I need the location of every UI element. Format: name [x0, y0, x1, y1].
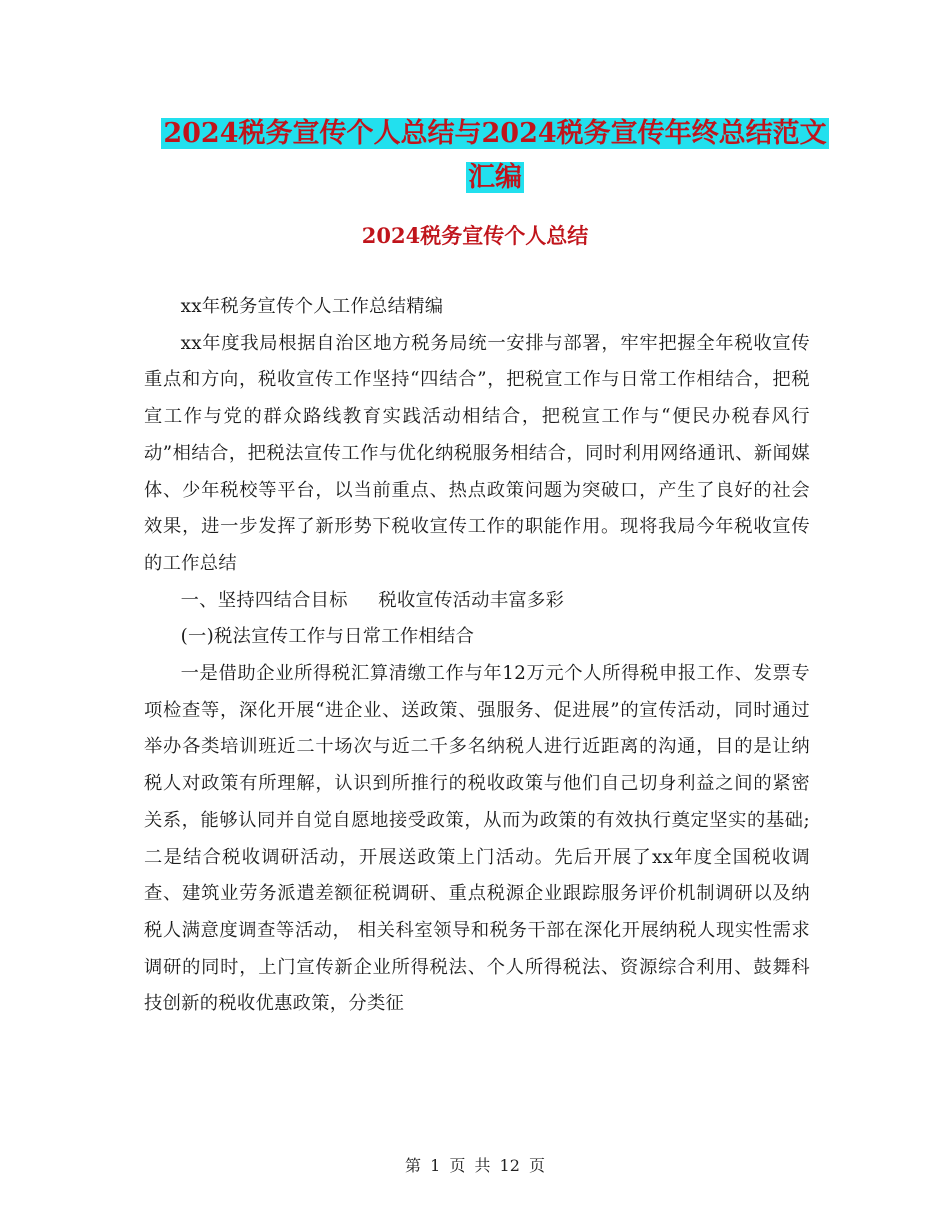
- paragraph-body-1: 一是借助企业所得税汇算清缴工作与年12万元个人所得税申报工作、发票专项检查等，深化开展“进企业、送政策、强服务、促进展”的宣传活动，同时通过举办各类培训班近二十场次与近二千多名纳税人进行近距离的沟通，目的是让纳税人对政策有所理解，认识到所推行的税收政策与他们自己切身利益之间的紧密关系，能够认同并自觉自愿地接受政策，从而为政策的有效执行奠定坚实的基础;二是结合税收调研活动，开展送政策上门活动。先后开展了xx年度全国税收调查、建筑业劳务派遣差额征税调研、重点税源企业跟踪服务评价机制调研以及纳税人满意度调查等活动， 相关科室领导和税务干部在深化开展纳税人现实性需求调研的同时，上门宣传新企业所得税法、个人所得税法、资源综合利用、鼓舞科技创新的税收优惠政策，分类征: [144, 663, 810, 1015]
- section-title: 2024税务宣传个人总结: [361, 223, 589, 248]
- document-title: [150, 112, 840, 200]
- page-footer: 第 1 页 共 12 页: [405, 1156, 545, 1175]
- paragraph-heading-1: 一、坚持四结合目标 税收宣传活动丰富多彩: [180, 589, 565, 611]
- document-title-line-1: 2024税务宣传个人总结与2024税务宣传年终总结范文: [163, 118, 827, 149]
- paragraph-subheading-1: (一)税法宣传工作与日常工作相结合: [180, 626, 475, 648]
- document-title-line-2: 汇编: [468, 162, 522, 193]
- paragraph-intro: xx年度我局根据自治区地方税务局统一安排与部署，牢牢把握全年税收宣传重点和方向，税收宣传工作坚持“四结合”，把税宣工作与日常工作相结合，把税宣工作与党的群众路线教育实践活动相结合，把税宣工作与“便民办税春风行动”相结合，把税法宣传工作与优化纳税服务相结合，同时利用网络通讯、新闻媒体、少年税校等平台，以当前重点、热点政策问题为突破口，产生了良好的社会效果，进一步发挥了新形势下税收宣传工作的职能作用。现将我局今年税收宣传的工作总结: [144, 332, 810, 574]
- paragraph-subtitle: xx年税务宣传个人工作总结精编: [180, 296, 444, 317]
- document-body: [144, 289, 810, 1023]
